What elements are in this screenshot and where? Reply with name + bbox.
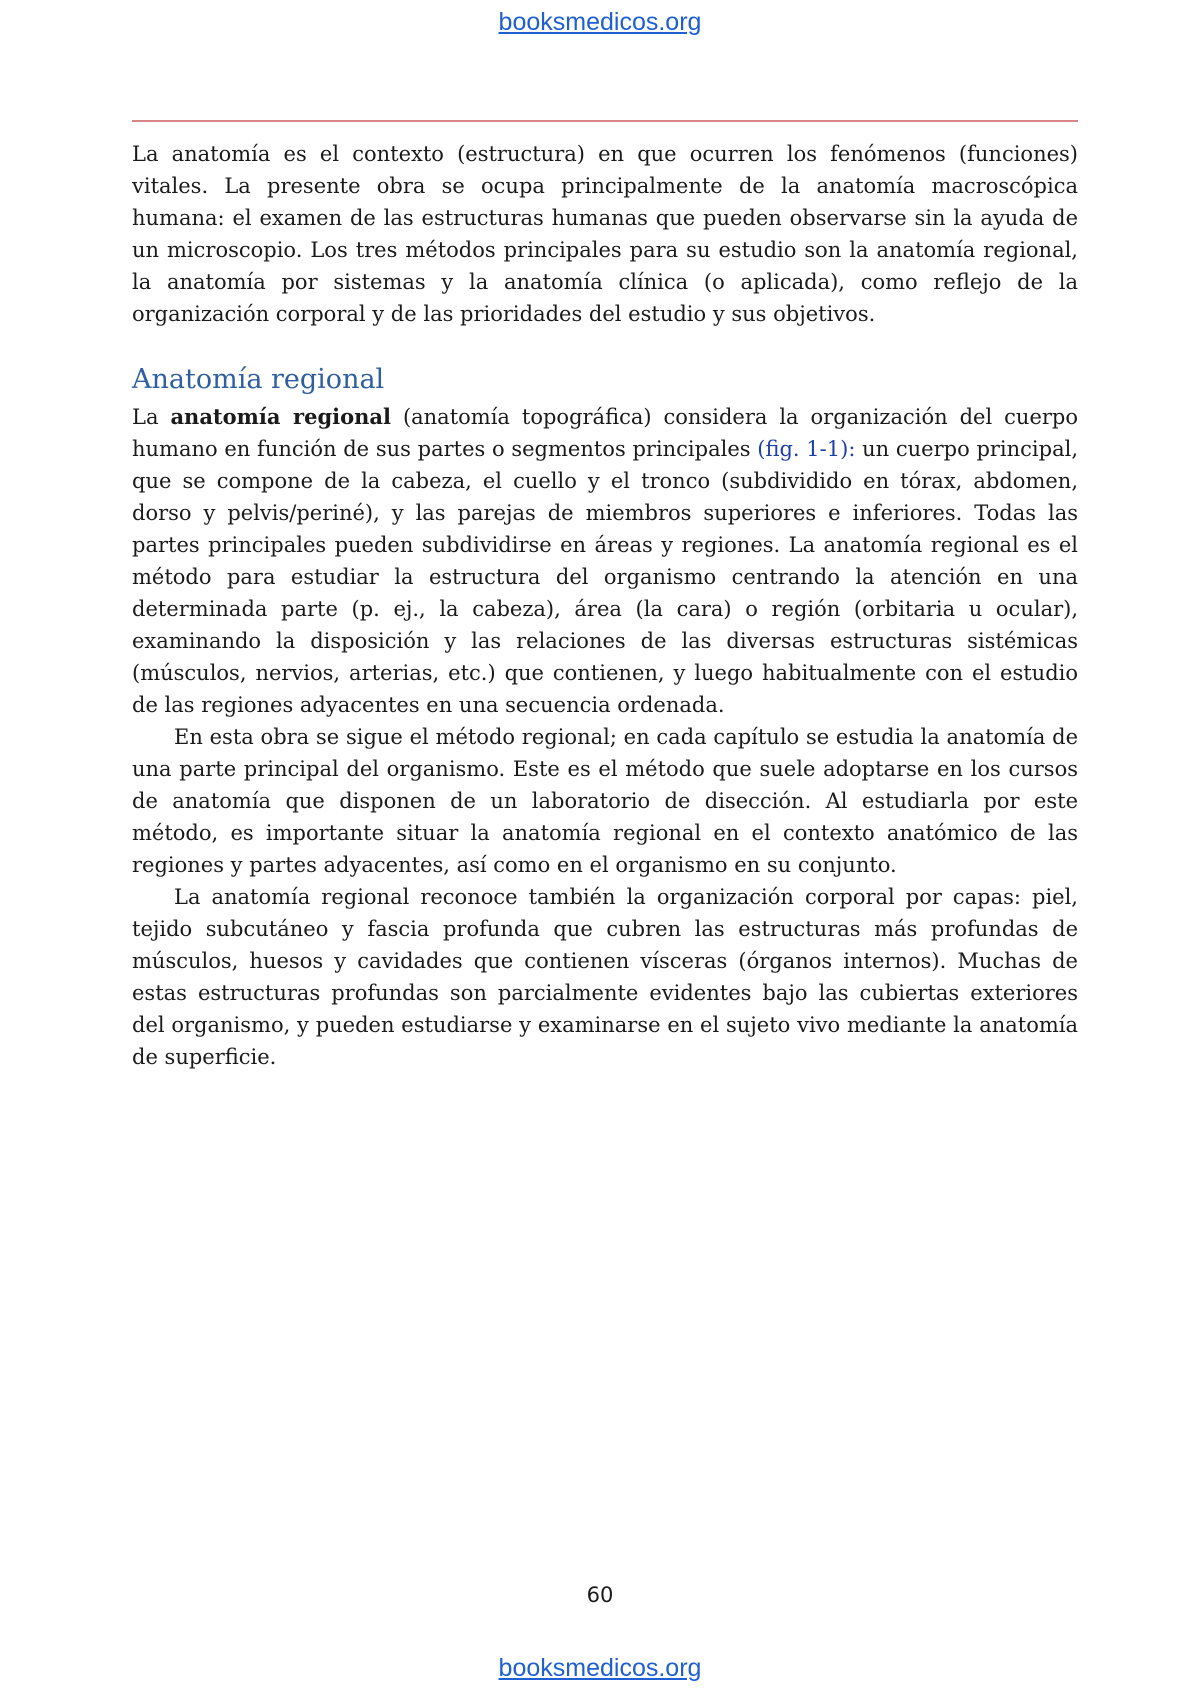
section-paragraph-1 bbox=[132, 401, 1078, 721]
section-paragraph-2: En esta obra se sigue el método regional; en cada capítulo se estudia la anatomía de una parte principal del organismo. Este es el método que suele adoptarse en los cursos de anatomía que disponen de un laboratorio de disección. Al estudiarla por este método, es importante situar la anatomía regional en el contexto anatómico de las regiones y partes adyacentes, así como en el organismo en su conjunto. bbox=[132, 725, 1078, 877]
paragraph-lead: La bbox=[132, 405, 171, 429]
figure-reference-link[interactable]: (fig. 1-1): bbox=[757, 437, 856, 461]
paragraph-text-before-ref: (anatomía topográfica) considera la organización del cuerpo humano en función de sus partes o segmentos principales bbox=[132, 405, 1079, 461]
page-number: 60 bbox=[586, 1583, 614, 1607]
paragraph-text-after-ref: un cuerpo principal, que se compone de la cabeza, el cuello y el tronco (subdividido en tórax, abdomen, dorso y pelvis/periné), y las parejas de miembros superiores e inferiores. Todas las partes principales pueden subdividirse en áreas y regiones. La anatomía regional es el método para estudiar la estructura del organismo centrando la atención en una determinada parte (p. ej., la cabeza), área (la cara) o región (orbitaria u ocular), examinando la disposición y las relaciones de las diversas estructuras sistémicas (músculos, nervios, arterias, etc.) que contienen, y luego habitualmente con el estudio de las regiones adyacentes en una secuencia ordenada. bbox=[132, 437, 1078, 717]
page-content bbox=[132, 138, 1078, 1073]
section-heading: Anatomía regional bbox=[132, 364, 385, 395]
footer-site-link[interactable]: booksmedicos.org bbox=[498, 1654, 702, 1682]
intro-paragraph: La anatomía es el contexto (estructura) en que ocurren los fenómenos (funciones) vitales. La presente obra se ocupa principalmente de la anatomía macroscópica humana: el examen de las estructuras humanas que pueden observarse sin la ayuda de un microscopio. Los tres métodos principales para su estudio son la anatomía regional, la anatomía por sistemas y la anatomía clínica (o aplicada), como reflejo de la organización corporal y de las prioridades del estudio y sus objetivos. bbox=[132, 142, 1078, 326]
header-site-link[interactable]: booksmedicos.org bbox=[498, 8, 702, 36]
section-paragraph-3: La anatomía regional reconoce también la organización corporal por capas: piel, tejido subcutáneo y fascia profunda que cubren las estructuras más profundas de músculos, huesos y cavidades que contienen vísceras (órganos internos). Muchas de estas estructuras profundas son parcialmente evidentes bajo las cubiertas exteriores del organismo, y pueden estudiarse y examinarse en el sujeto vivo mediante la anatomía de superficie. bbox=[132, 885, 1078, 1069]
bold-term: anatomía regional bbox=[170, 404, 391, 429]
header-divider bbox=[132, 120, 1078, 122]
